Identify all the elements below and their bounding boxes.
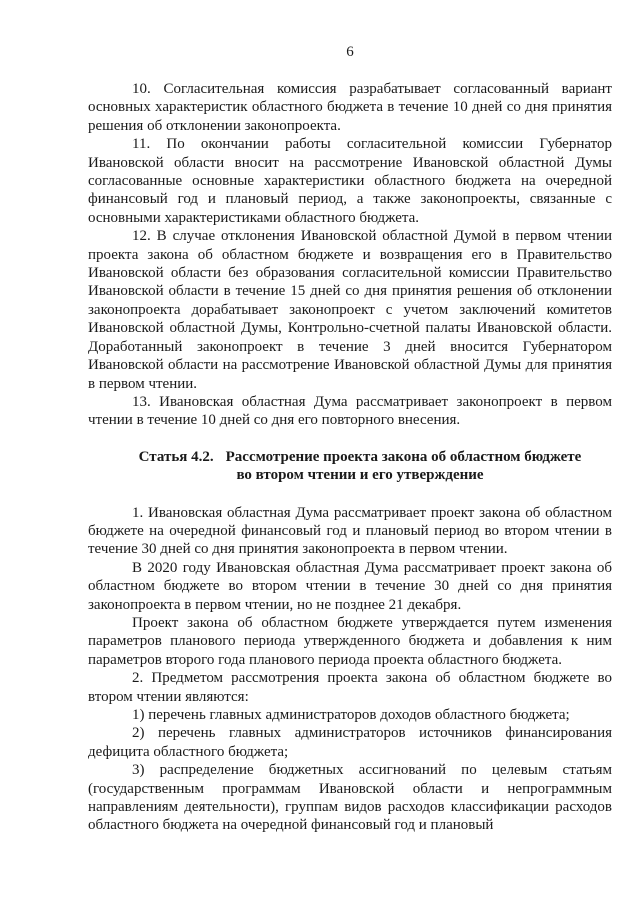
paragraph-art-2020: В 2020 году Ивановская областная Дума рассматривает проект закона об областном бюджете во втором чтении в течение 30 дней со дня принятия законопроекта в первом чтении, но не позднее 21 декабря. (88, 559, 612, 613)
paragraph-13: 13. Ивановская областная Дума рассматривает законопроект в первом чтении в течение 10 дней со дня его повторного внесения. (88, 393, 612, 429)
paragraph-art-1: 1. Ивановская областная Дума рассматривает проект закона об областном бюджете на очередной финансовый год и плановый период во втором чтении в течение 30 дней со дня принятия законопроекта в первом чтении. (88, 504, 612, 558)
paragraph-art-2: 2. Предметом рассмотрения проекта закона об областном бюджете во втором чтении являются: (88, 670, 612, 705)
article-title-line-1: Рассмотрение проекта закона об областном бюджете (225, 448, 582, 465)
paragraph-10: 10. Согласительная комиссия разрабатывает согласованный вариант основных характеристик областного бюджета в течение 10 дней со дня принятия решения об отклонении законопроекта. (88, 81, 612, 134)
article-title-line-2: во втором чтении и его утверждение (236, 467, 484, 484)
article-heading-line-1 (108, 448, 612, 466)
list-item-2: 2) перечень главных администраторов источников финансирования дефицита областного бюджета; (88, 725, 612, 760)
list-item-3: 3) распределение бюджетных ассигнований по целевым статьям (государственным программам Ивановской области и непрограммным направлениям деятельности), группам видов расходов классификации расходов областного бюджета на очередной финансовый год и плановый (88, 762, 612, 834)
article-number: Статья 4.2. (138, 448, 214, 465)
list-item-1: 1) перечень главных администраторов доходов областного бюджета; (132, 707, 570, 723)
paragraph-art-approval: Проект закона об областном бюджете утверждается путем изменения параметров планового периода утвержденного бюджета и добавления к ним параметров второго года планового периода проекта областного бюджета. (88, 614, 612, 668)
document-body (88, 80, 612, 835)
page-number: 6 (346, 44, 354, 60)
paragraph-12: 12. В случае отклонения Ивановской областной Думой в первом чтении проекта закона об областном бюджете и возвращения его в Правительство Ивановской области без образования согласительной комиссии Правительство Ивановской области в течение 15 дней со дня принятия решения об отклонении законопроекта дорабатывает законопроект с учетом заключений комитетов Ивановской областной Думы, Контрольно-счетной палаты Ивановской области. Доработанный законопроект в течение 3 дней вносится Губернатором Ивановской области на рассмотрение Ивановской областной Думы для принятия в первом чтении. (88, 228, 612, 392)
paragraph-11: 11. По окончании работы согласительной комиссии Губернатор Ивановской области вносит на рассмотрение Ивановской областной Думы согласованные основные характеристики областного бюджета на очередной финансовый год и плановый период, а также законопроекты, связанные с основными характеристиками областного бюджета. (88, 136, 612, 226)
article-heading (88, 448, 612, 485)
